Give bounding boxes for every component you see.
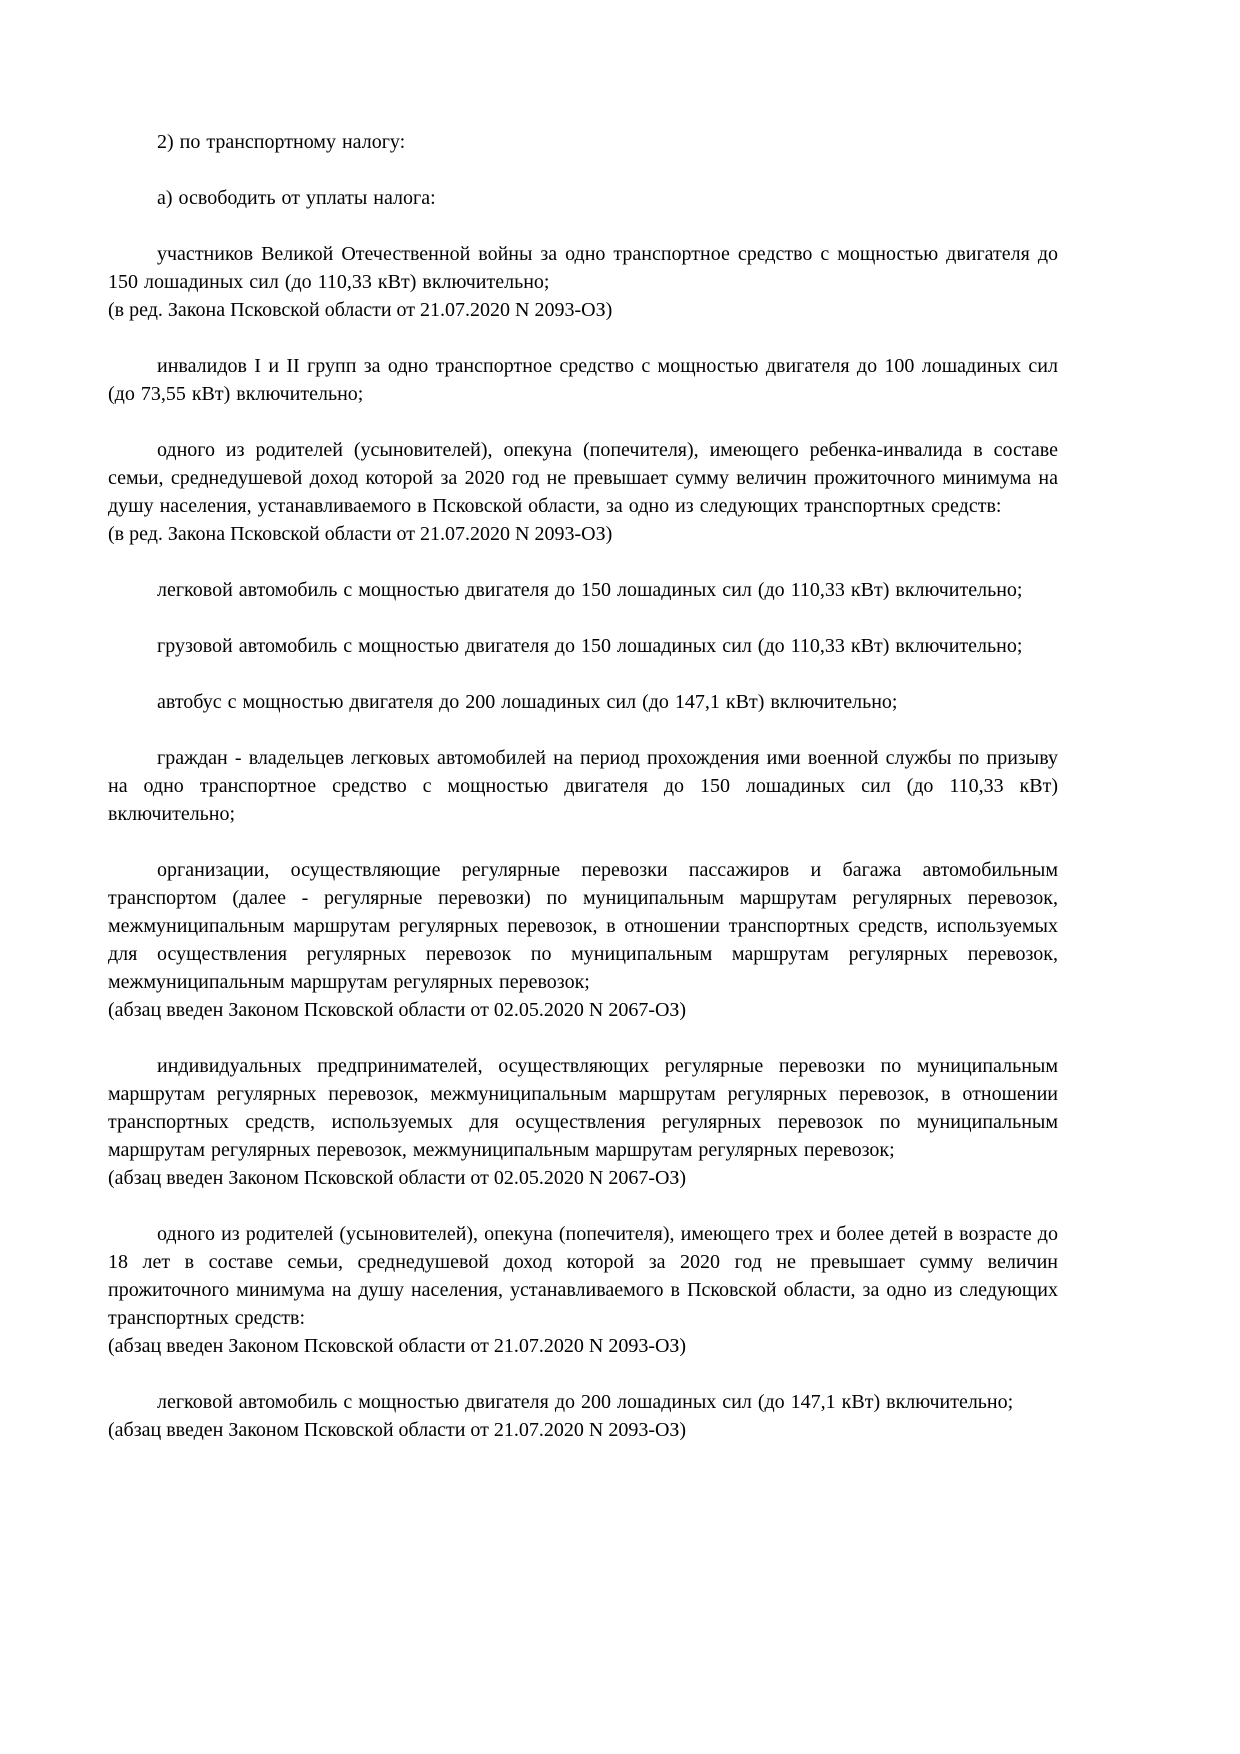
paragraph-block [108,632,1058,660]
paragraph-block [108,1052,1058,1192]
paragraph: легковой автомобиль с мощностью двигателя до 200 лошадиных сил (до 147,1 кВт) включительно; [157,1391,1014,1413]
paragraph-block [108,352,1058,408]
paragraph-block [108,1388,1058,1444]
subsection-block [108,184,1058,212]
paragraph-block [108,1220,1058,1360]
paragraph: организации, осуществляющие регулярные перевозки пассажиров и багажа автомобильным транспортом (далее - регулярные перевозки) по муниципальным маршрутам регулярных перевозок, межмуниципальным маршрутам регулярных перевозок, в отношении транспортных средств, используемых для осуществления регулярных перевозок по муниципальным маршрутам регулярных перевозок, межмуниципальным маршрутам регулярных перевозок; [108,859,1058,993]
amendment-note: (абзац введен Законом Псковской области от 02.05.2020 N 2067-ОЗ) [108,1167,687,1189]
paragraph-block [108,240,1058,324]
paragraph: одного из родителей (усыновителей), опекуна (попечителя), имеющего трех и более детей в возрасте до 18 лет в составе семьи, среднедушевой доход которой за 2020 год не превышает сумму величин прожиточного минимума на душу населения, устанавливаемого в Псковской области, за одно из следующих транспортных средств: [108,1223,1058,1329]
amendment-note: (абзац введен Законом Псковской области от 21.07.2020 N 2093-ОЗ) [108,1335,687,1357]
paragraph: индивидуальных предпринимателей, осуществляющих регулярные перевозки по муниципальным маршрутам регулярных перевозок, межмуниципальным маршрутам регулярных перевозок, в отношении транспортных средств, используемых для осуществления регулярных перевозок по муниципальным маршрутам регулярных перевозок, межмуниципальным маршрутам регулярных перевозок; [108,1055,1058,1161]
paragraph-block [108,856,1058,1024]
paragraph: одного из родителей (усыновителей), опекуна (попечителя), имеющего ребенка-инвалида в составе семьи, среднедушевой доход которой за 2020 год не превышает сумму величин прожиточного минимума на душу населения, устанавливаемого в Псковской области, за одно из следующих транспортных средств: [108,439,1058,517]
paragraph: граждан - владельцев легковых автомобилей на период прохождения ими военной службы по призыву на одно транспортное средство с мощностью двигателя до 150 лошадиных сил (до 110,33 кВт) включительно; [108,747,1058,825]
paragraph: инвалидов I и II групп за одно транспортное средство с мощностью двигателя до 100 лошадиных сил (до 73,55 кВт) включительно; [108,355,1058,405]
amendment-note: (абзац введен Законом Псковской области от 02.05.2020 N 2067-ОЗ) [108,999,687,1021]
amendment-note: (в ред. Закона Псковской области от 21.07.2020 N 2093-ОЗ) [108,299,613,321]
section-block [108,128,1058,156]
paragraph: участников Великой Отечественной войны за одно транспортное средство с мощностью двигателя до 150 лошадиных сил (до 110,33 кВт) включительно; [108,243,1058,293]
paragraph-block [108,744,1058,828]
paragraph-block [108,436,1058,548]
amendment-note: (в ред. Закона Псковской области от 21.07.2020 N 2093-ОЗ) [108,523,613,545]
paragraph-block [108,688,1058,716]
paragraph: автобус с мощностью двигателя до 200 лошадиных сил (до 147,1 кВт) включительно; [157,691,898,713]
paragraph: легковой автомобиль с мощностью двигателя до 150 лошадиных сил (до 110,33 кВт) включительно; [157,579,1023,601]
paragraph: грузовой автомобиль с мощностью двигателя до 150 лошадиных сил (до 110,33 кВт) включительно; [157,635,1023,657]
subsection-heading: а) освободить от уплаты налога: [157,187,436,209]
section-heading: 2) по транспортному налогу: [157,131,406,153]
paragraph-block [108,576,1058,604]
amendment-note: (абзац введен Законом Псковской области от 21.07.2020 N 2093-ОЗ) [108,1419,687,1441]
